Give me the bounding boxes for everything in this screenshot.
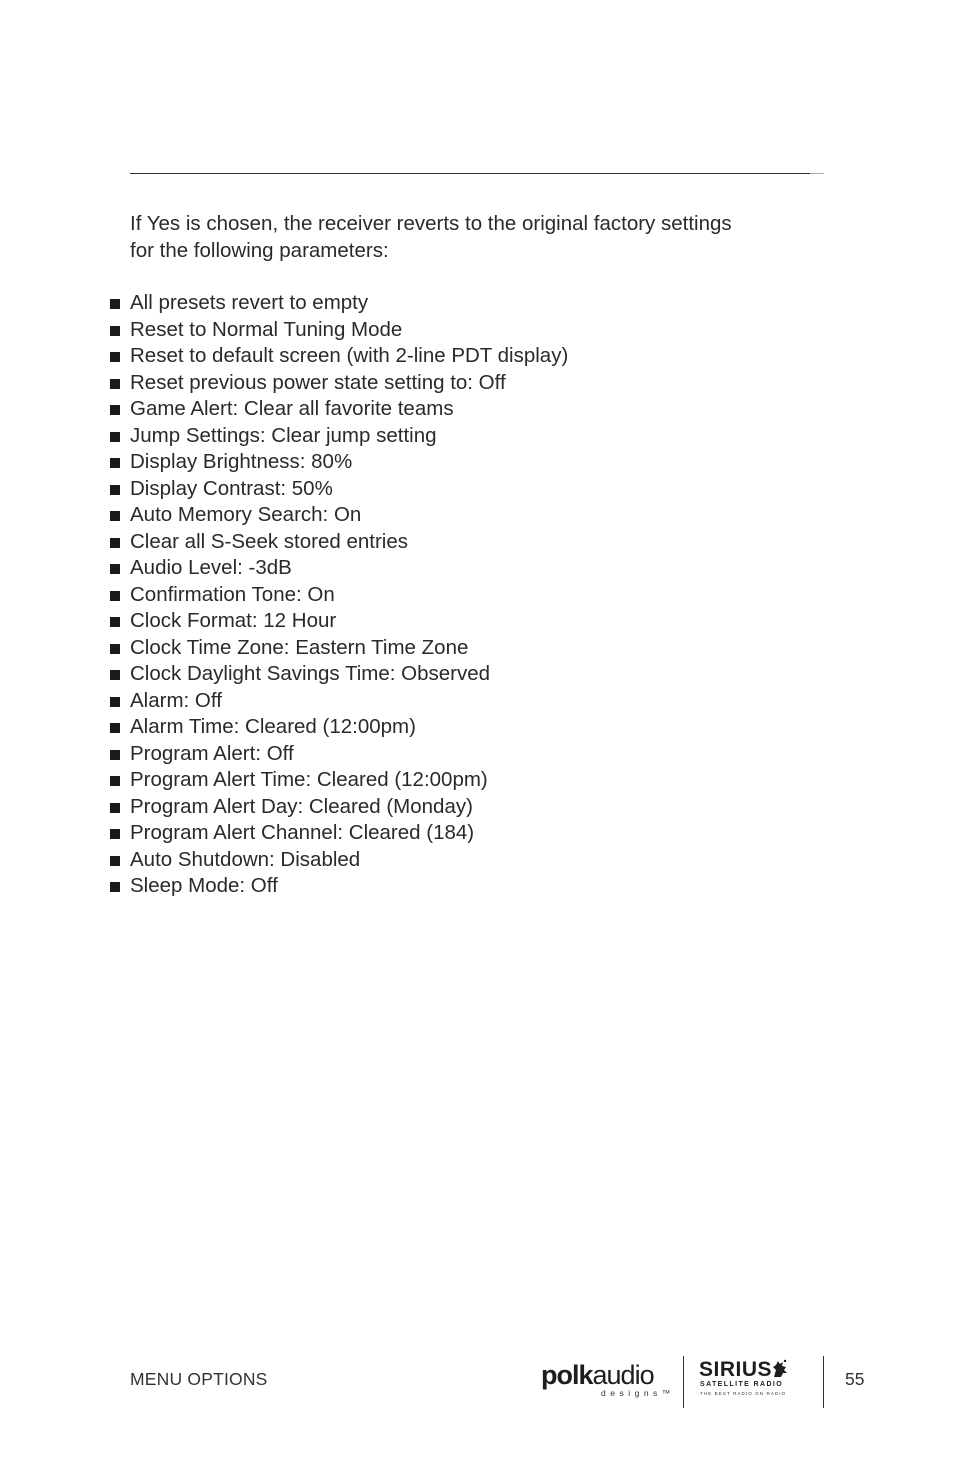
bullet-icon bbox=[110, 379, 120, 389]
bullet-icon bbox=[110, 352, 120, 362]
list-item-label: Auto Shutdown: Disabled bbox=[130, 847, 361, 871]
dog-icon bbox=[771, 1358, 789, 1378]
bullet-icon bbox=[110, 564, 120, 574]
bullet-icon bbox=[110, 511, 120, 521]
polk-designs-label: designs™ bbox=[601, 1388, 675, 1398]
list-item-label: Program Alert Time: Cleared (12:00pm) bbox=[130, 768, 488, 791]
polk-wordmark-bold: polk bbox=[541, 1360, 593, 1390]
bullet-icon bbox=[110, 485, 120, 495]
list-item bbox=[110, 529, 568, 556]
bullet-icon bbox=[110, 617, 120, 627]
bullet-icon bbox=[110, 299, 120, 309]
list-item-label: Clock Format: 12 Hour bbox=[130, 609, 337, 632]
list-item-label: Program Alert Day: Cleared (Monday) bbox=[130, 794, 473, 818]
list-item bbox=[110, 449, 568, 476]
list-item bbox=[110, 820, 568, 847]
list-item bbox=[110, 502, 568, 529]
bullet-icon bbox=[110, 670, 120, 680]
list-item bbox=[110, 741, 568, 768]
bullet-icon bbox=[110, 723, 120, 733]
list-item-label: Jump Settings: Clear jump setting bbox=[130, 423, 437, 447]
list-item bbox=[110, 290, 568, 317]
polk-wordmark bbox=[541, 1358, 654, 1392]
bullet-icon bbox=[110, 538, 120, 548]
list-item bbox=[110, 635, 568, 662]
list-item bbox=[110, 370, 568, 397]
intro-paragraph bbox=[130, 211, 790, 264]
list-item-label: Clock Daylight Savings Time: Observed bbox=[130, 662, 491, 685]
list-item bbox=[110, 476, 568, 503]
intro-line-2: for the following parameters: bbox=[130, 238, 389, 262]
list-item bbox=[110, 714, 568, 741]
header-rule-stub bbox=[810, 173, 824, 174]
bullet-icon bbox=[110, 432, 120, 442]
list-item-label: Game Alert: Clear all favorite teams bbox=[130, 397, 454, 420]
list-item-label: Reset to default screen (with 2-line PDT display) bbox=[130, 344, 569, 367]
list-item-label: Alarm Time: Cleared (12:00pm) bbox=[130, 715, 416, 738]
sirius-tagline: THE BEST RADIO ON RADIO bbox=[700, 1391, 787, 1396]
bullet-icon bbox=[110, 405, 120, 415]
list-item bbox=[110, 661, 568, 688]
bullet-icon bbox=[110, 697, 120, 707]
list-item bbox=[110, 847, 568, 874]
list-item bbox=[110, 582, 568, 609]
list-item-label: Reset to Normal Tuning Mode bbox=[130, 317, 403, 341]
header-rule bbox=[130, 173, 810, 174]
list-item-label: Audio Level: -3dB bbox=[130, 556, 292, 579]
bullet-icon bbox=[110, 856, 120, 866]
list-item bbox=[110, 317, 568, 344]
bullet-icon bbox=[110, 644, 120, 654]
list-item bbox=[110, 767, 568, 794]
list-item bbox=[110, 343, 568, 370]
list-item-label: Program Alert: Off bbox=[130, 741, 294, 765]
bullet-icon bbox=[110, 591, 120, 601]
bullet-icon bbox=[110, 750, 120, 760]
list-item bbox=[110, 608, 568, 635]
list-item-label: Reset previous power state setting to: Off bbox=[130, 370, 506, 394]
list-item bbox=[110, 794, 568, 821]
bullet-icon bbox=[110, 776, 120, 786]
list-item bbox=[110, 555, 568, 582]
list-item-label: Display Brightness: 80% bbox=[130, 450, 353, 473]
bullet-icon bbox=[110, 458, 120, 468]
polk-audio-logo bbox=[541, 1358, 675, 1402]
list-item-label: Auto Memory Search: On bbox=[130, 503, 362, 526]
list-item bbox=[110, 688, 568, 715]
page-number: 55 bbox=[845, 1369, 865, 1389]
list-item-label: All presets revert to empty bbox=[130, 291, 369, 314]
list-item-label: Sleep Mode: Off bbox=[130, 874, 278, 897]
list-item-label: Display Contrast: 50% bbox=[130, 476, 333, 500]
footer-section-label: MENU OPTIONS bbox=[130, 1369, 268, 1389]
page-number-divider bbox=[823, 1356, 824, 1408]
bullet-icon bbox=[110, 326, 120, 336]
list-item bbox=[110, 396, 568, 423]
bullet-icon bbox=[110, 882, 120, 892]
list-item-label: Alarm: Off bbox=[130, 688, 222, 712]
sirius-wordmark: SIRIUS bbox=[699, 1358, 773, 1381]
list-item-label: Clear all S-Seek stored entries bbox=[130, 529, 409, 553]
list-item-label: Clock Time Zone: Eastern Time Zone bbox=[130, 635, 469, 659]
sirius-logo bbox=[699, 1358, 791, 1398]
list-item bbox=[110, 423, 568, 450]
logo-divider bbox=[683, 1356, 684, 1408]
parameter-list bbox=[110, 290, 568, 900]
list-item-label: Confirmation Tone: On bbox=[130, 582, 335, 606]
intro-line-1: If Yes is chosen, the receiver reverts to the original factory settings bbox=[130, 212, 732, 235]
bullet-icon bbox=[110, 829, 120, 839]
list-item bbox=[110, 873, 568, 900]
sirius-satellite-radio-label: SATELLITE RADIO bbox=[700, 1381, 784, 1388]
list-item-label: Program Alert Channel: Cleared (184) bbox=[130, 821, 475, 844]
polk-wordmark-light: audio bbox=[592, 1360, 654, 1390]
bullet-icon bbox=[110, 803, 120, 813]
